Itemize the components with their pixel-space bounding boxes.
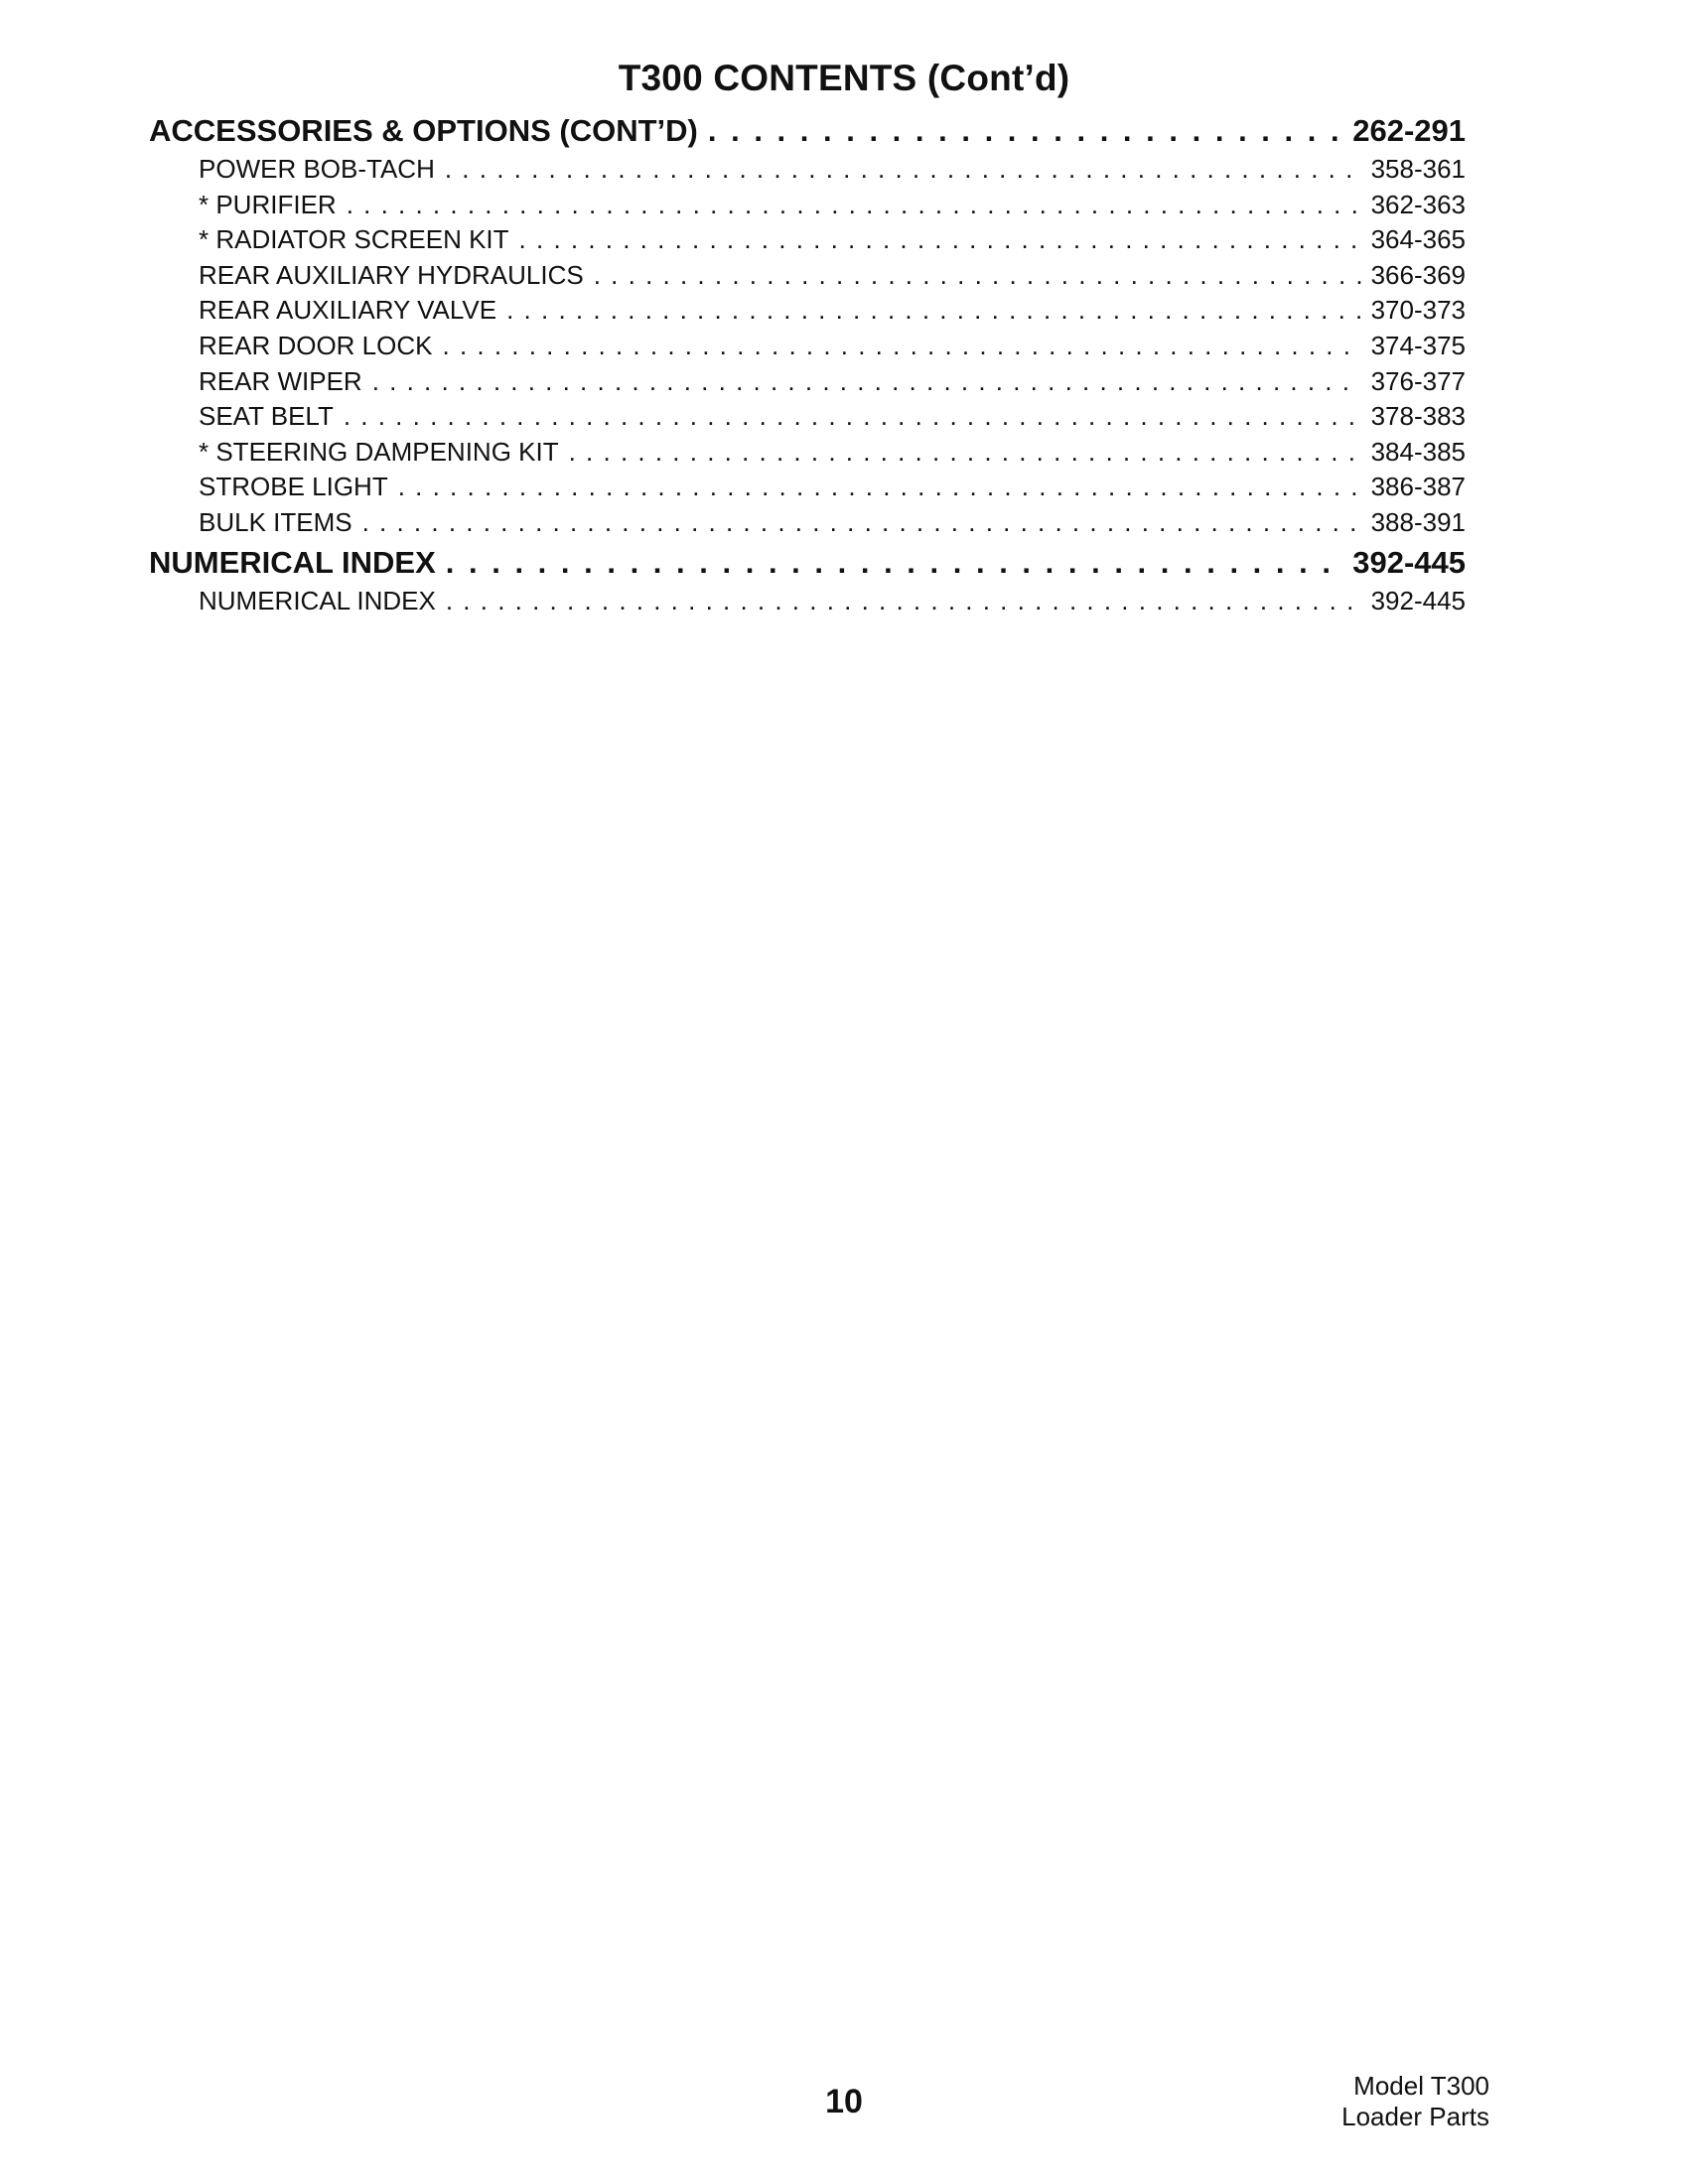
toc-item-label: REAR AUXILIARY VALVE <box>199 295 497 326</box>
dot-leader <box>344 399 1361 435</box>
dot-leader <box>372 364 1361 400</box>
toc-item-pages: 374-375 <box>1370 330 1466 360</box>
footer-model-info <box>1341 2071 1489 2132</box>
toc-item-power-bob-tach[interactable] <box>149 152 1466 188</box>
toc-item-numerical-index[interactable] <box>149 584 1466 619</box>
footer-subtitle: Loader Parts <box>1341 2102 1489 2131</box>
toc-item-rear-auxiliary-valve[interactable] <box>149 293 1466 329</box>
toc-item-label: STROBE LIGHT <box>199 472 388 502</box>
toc-item-pages: 384-385 <box>1370 436 1466 467</box>
dot-leader <box>594 258 1361 294</box>
toc-item-pages: 378-383 <box>1370 401 1466 432</box>
toc-item-label: * RADIATOR SCREEN KIT <box>199 224 509 255</box>
toc-item-rear-door-lock[interactable] <box>149 329 1466 364</box>
toc-item-label: SEAT BELT <box>199 401 334 432</box>
toc-item-rear-auxiliary-hydraulics[interactable] <box>149 258 1466 294</box>
toc-item-pages: 370-373 <box>1370 295 1466 326</box>
page-number: 10 <box>825 2083 863 2120</box>
dot-leader <box>347 188 1361 223</box>
dot-leader <box>569 435 1361 471</box>
dot-leader <box>398 470 1361 505</box>
dot-leader <box>708 109 1342 152</box>
footer-model: Model T300 <box>1353 2071 1489 2101</box>
toc-item-steering-dampening-kit[interactable] <box>149 435 1466 471</box>
toc-item-seat-belt[interactable] <box>149 399 1466 435</box>
dot-leader <box>446 541 1342 584</box>
toc-item-label: * PURIFIER <box>199 189 337 219</box>
toc-item-radiator-screen-kit[interactable] <box>149 222 1466 258</box>
dot-leader <box>362 505 1361 541</box>
dot-leader <box>443 329 1361 364</box>
toc-item-label: REAR DOOR LOCK <box>199 330 433 360</box>
toc-item-label: REAR AUXILIARY HYDRAULICS <box>199 259 584 290</box>
toc-item-strobe-light[interactable] <box>149 470 1466 505</box>
toc-section-accessories-options[interactable] <box>149 109 1466 152</box>
toc-item-pages: 358-361 <box>1370 154 1466 184</box>
toc-item-pages: 392-445 <box>1370 585 1466 615</box>
dot-leader <box>506 293 1360 329</box>
table-of-contents <box>149 109 1466 618</box>
toc-item-pages: 386-387 <box>1370 472 1466 502</box>
toc-item-label: POWER BOB-TACH <box>199 154 435 184</box>
dot-leader <box>446 584 1361 619</box>
toc-section-pages: 392-445 <box>1352 544 1466 580</box>
toc-item-label: BULK ITEMS <box>199 506 352 537</box>
toc-item-label: NUMERICAL INDEX <box>199 585 436 615</box>
page-title: T300 CONTENTS (Cont’d) <box>618 58 1070 98</box>
toc-section-label: NUMERICAL INDEX <box>149 544 436 580</box>
toc-item-label: * STEERING DAMPENING KIT <box>199 436 559 467</box>
toc-section-numerical-index[interactable] <box>149 541 1466 584</box>
toc-item-label: REAR WIPER <box>199 365 362 396</box>
toc-section-pages: 262-291 <box>1352 113 1466 148</box>
toc-item-rear-wiper[interactable] <box>149 364 1466 400</box>
toc-item-bulk-items[interactable] <box>149 505 1466 541</box>
toc-item-pages: 376-377 <box>1370 365 1466 396</box>
toc-item-pages: 388-391 <box>1370 506 1466 537</box>
toc-item-purifier[interactable] <box>149 188 1466 223</box>
toc-item-pages: 362-363 <box>1370 189 1466 219</box>
toc-section-label: ACCESSORIES & OPTIONS (CONT’D) <box>149 113 698 148</box>
toc-item-pages: 364-365 <box>1370 224 1466 255</box>
toc-item-pages: 366-369 <box>1370 259 1466 290</box>
dot-leader <box>519 222 1361 258</box>
dot-leader <box>445 152 1361 188</box>
